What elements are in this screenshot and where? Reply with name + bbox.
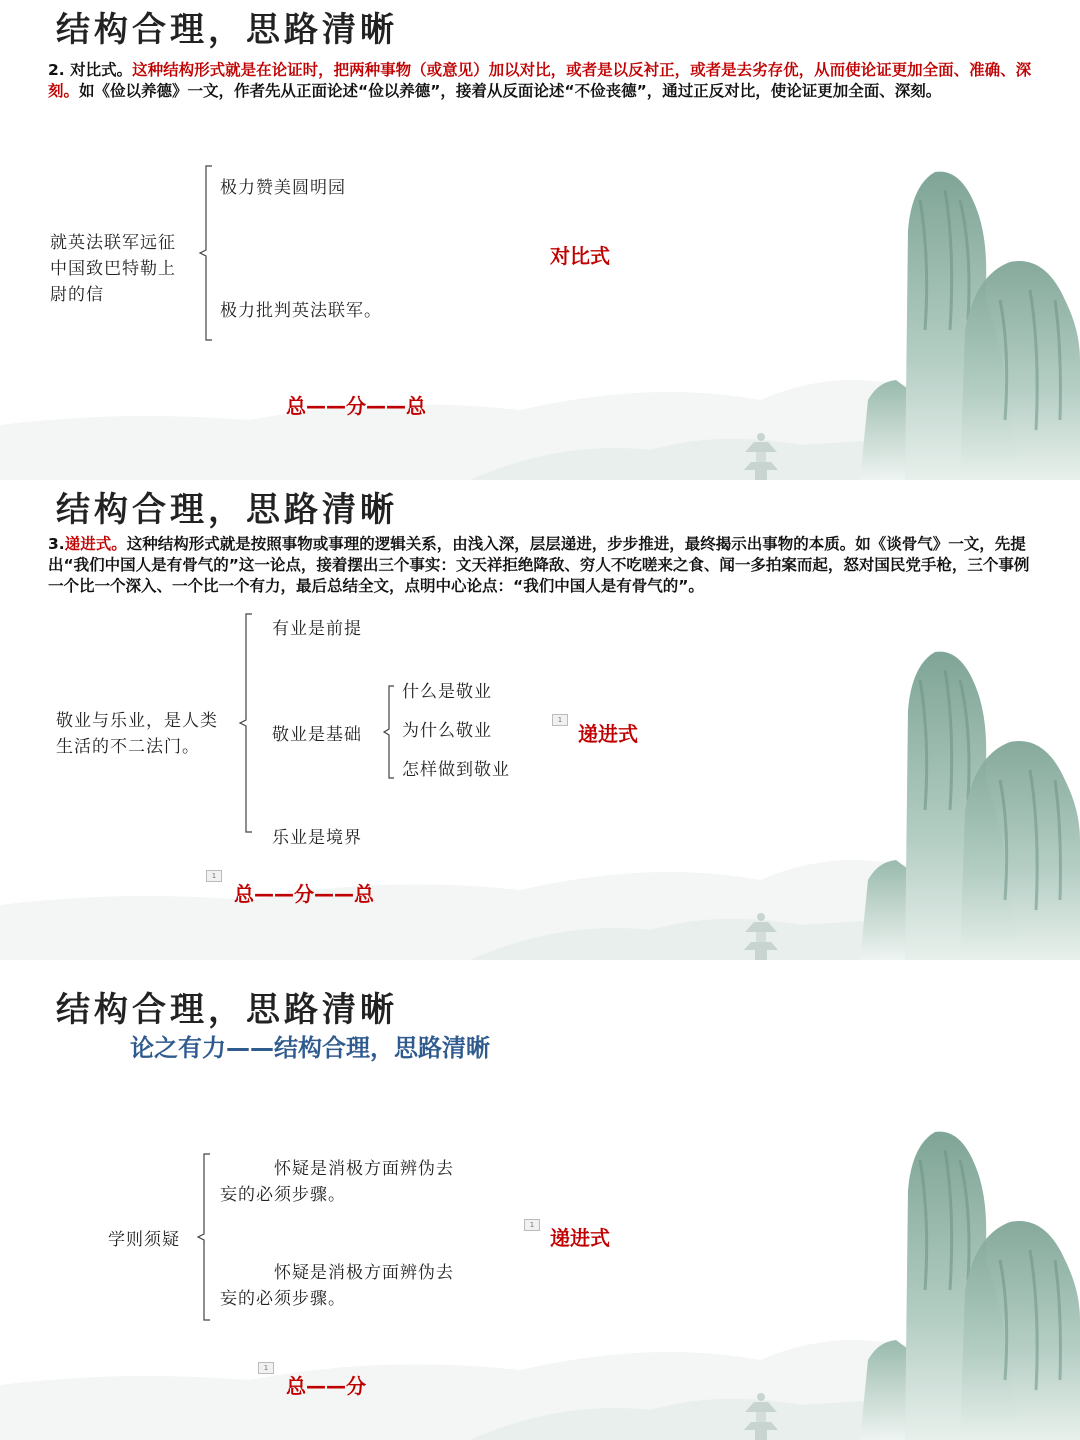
branch-node: 怀疑是消极方面辨伪去妄的必须步骤。 <box>220 1159 454 1205</box>
structure-pattern: 总——分——总 <box>286 394 426 418</box>
structure-type-label: 递进式 <box>578 722 638 746</box>
slide-progressive <box>0 480 1080 960</box>
para-prefix: 3. <box>48 535 65 553</box>
branch-node: 乐业是境界 <box>272 828 362 848</box>
structure-type-label: 对比式 <box>550 244 610 268</box>
branch-node: 怀疑是消极方面辨伪去妄的必须步骤。 <box>220 1263 454 1309</box>
branch-node: 极力赞美圆明园 <box>220 178 346 198</box>
sub-branch-node: 怎样做到敬业 <box>402 760 510 780</box>
sub-brace <box>382 684 398 780</box>
sub-branch-node: 什么是敬业 <box>402 682 492 702</box>
root-node: 学则须疑 <box>108 1230 180 1250</box>
para-prefix: 2. 对比式。 <box>48 61 133 79</box>
brace <box>198 164 218 342</box>
brace <box>196 1152 216 1322</box>
slide-title: 结构合理，思路清晰 <box>56 490 398 530</box>
description-paragraph <box>48 60 1038 102</box>
slide-marker-tag: 1 <box>206 870 222 882</box>
branch-node: 敬业是基础 <box>272 725 362 745</box>
slide-doubt <box>0 960 1080 1440</box>
structure-type-label: 递进式 <box>550 1226 610 1250</box>
structure-pattern: 总——分 <box>286 1374 366 1398</box>
para-highlight: 这种结构形式就是在论证时，把两种事物（或意见）加以对比，或者是以反衬正，或者是去劣存优，从而使论证更加全面、准确、深刻。 <box>48 61 1032 100</box>
para-bold: 这种结构形式就是按照事物或事理的逻辑关系，由浅入深，层层递进，步步推进，最终揭示出事物的本质。 <box>126 535 856 553</box>
para-highlight: 递进式。 <box>64 535 127 553</box>
root-node: 就英法联军远征中国致巴特勒上尉的信 <box>50 233 176 305</box>
branch-node: 极力批判英法联军。 <box>220 301 382 321</box>
slide-marker-tag: 1 <box>258 1362 274 1374</box>
slide-title: 结构合理，思路清晰 <box>56 10 398 50</box>
slide-marker-tag: 1 <box>552 714 568 726</box>
para-rest: 如《谈骨气》一文，先提出“我们中国人是有骨气的”这一论点，接着摆出三个事实：文天祥拒绝降敌、穷人不吃嗟来之食、闻一多拍案而起，怒对国民党手枪，三个事例一个比一个深入、一个比一个有力，最后总结全文，点明中心论点：“我们中国人是有骨气的”。 <box>48 535 1030 595</box>
para-rest: 如《俭以养德》一文，作者先从正面论述“俭以养德”，接着从反面论述“不俭丧德”，通过正反对比，使论证更加全面、深刻。 <box>79 82 942 100</box>
slide-subtitle: 论之有力——结构合理，思路清晰 <box>130 1034 490 1062</box>
slide-contrast <box>0 0 1080 480</box>
root-node: 敬业与乐业，是人类生活的不二法门。 <box>56 711 218 757</box>
slide-marker-tag: 1 <box>524 1219 540 1231</box>
branch-node: 有业是前提 <box>272 619 362 639</box>
structure-pattern: 总——分——总 <box>234 882 374 906</box>
description-paragraph <box>48 534 1038 597</box>
sub-branch-node: 为什么敬业 <box>402 721 492 741</box>
slide-title: 结构合理，思路清晰 <box>56 990 398 1030</box>
brace <box>236 612 258 834</box>
